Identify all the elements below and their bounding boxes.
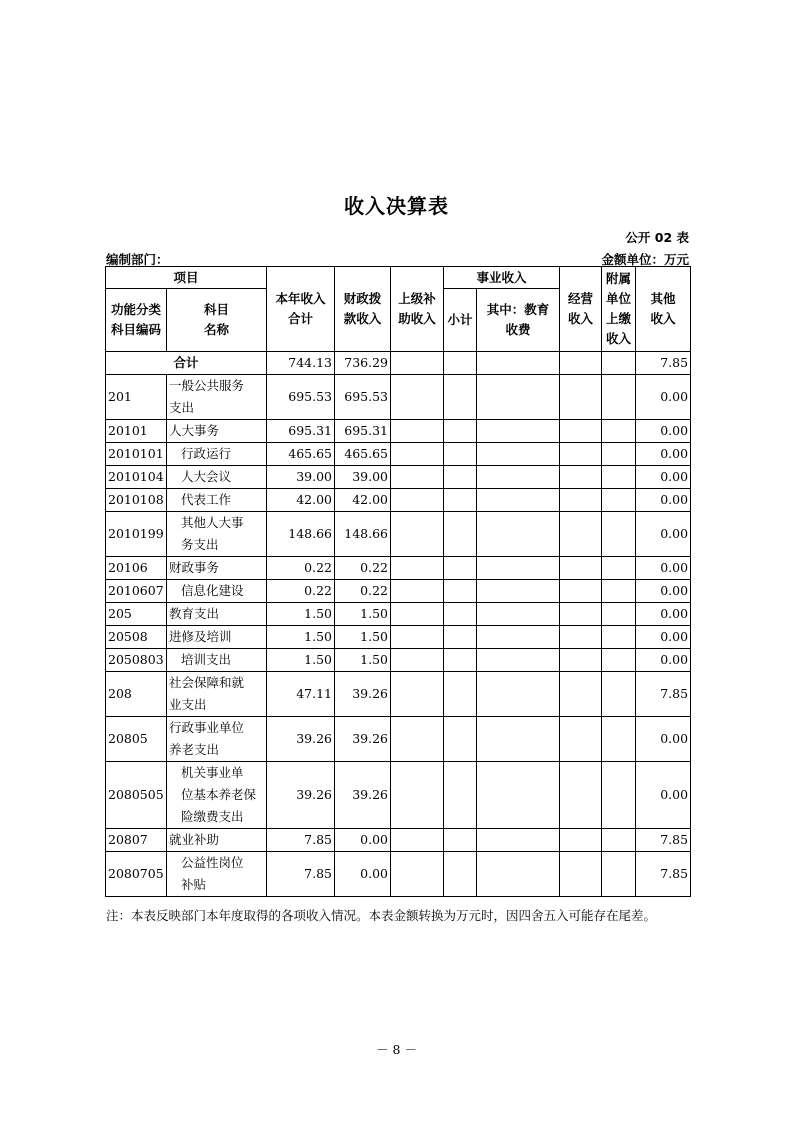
- row-empty-cell: [391, 829, 444, 852]
- row-fiscal: 0.22: [335, 580, 391, 603]
- row-fiscal: 0.22: [335, 557, 391, 580]
- row-code: 2010199: [106, 512, 167, 557]
- row-empty-cell: [444, 580, 477, 603]
- row-empty-cell: [477, 466, 560, 489]
- row-empty-cell: [391, 512, 444, 557]
- row-empty-cell: [602, 580, 636, 603]
- row-code: 2050803: [106, 649, 167, 672]
- page-title: 收入决算表: [344, 194, 449, 218]
- row-empty-cell: [560, 649, 602, 672]
- row-fiscal: 42.00: [335, 489, 391, 512]
- row-name: 人大事务: [167, 420, 267, 443]
- row-empty-cell: [391, 626, 444, 649]
- row-empty-cell: [477, 512, 560, 557]
- row-name: 行政运行: [167, 443, 267, 466]
- row-empty-cell: [391, 580, 444, 603]
- row-empty-cell: [391, 375, 444, 420]
- row-empty-cell: [560, 443, 602, 466]
- row-other: 0.00: [636, 375, 691, 420]
- row-total: 39.26: [267, 717, 335, 762]
- row-code: 2080705: [106, 852, 167, 897]
- row-name: 进修及培训: [167, 626, 267, 649]
- row-empty-cell: [560, 762, 602, 829]
- row-other: 7.85: [636, 672, 691, 717]
- row-empty-cell: [391, 852, 444, 897]
- row-other: 0.00: [636, 466, 691, 489]
- row-empty-cell: [391, 717, 444, 762]
- row-other: 0.00: [636, 557, 691, 580]
- row-empty-cell: [602, 443, 636, 466]
- row-other: 0.00: [636, 512, 691, 557]
- header-func-code: 功能分类 科目编码: [106, 289, 167, 352]
- row-empty-cell: [477, 420, 560, 443]
- row-other: 0.00: [636, 626, 691, 649]
- row-total: 7.85: [267, 852, 335, 897]
- row-empty-cell: [602, 762, 636, 829]
- row-empty-cell: [391, 420, 444, 443]
- header-item: 项目: [106, 267, 267, 289]
- row-empty-cell: [560, 375, 602, 420]
- row-code: 2080505: [106, 762, 167, 829]
- table-row: [106, 557, 691, 580]
- row-code: 20805: [106, 717, 167, 762]
- row-code: 20807: [106, 829, 167, 852]
- table-row: [106, 489, 691, 512]
- table-row: [106, 672, 691, 717]
- row-total: 695.53: [267, 375, 335, 420]
- row-empty-cell: [391, 762, 444, 829]
- row-fiscal: 695.53: [335, 375, 391, 420]
- table-row: [106, 580, 691, 603]
- row-fiscal: 39.26: [335, 672, 391, 717]
- header-edu-fee: 其中：教育 收费: [477, 289, 560, 352]
- row-other: 0.00: [636, 603, 691, 626]
- row-fiscal: 148.66: [335, 512, 391, 557]
- header-total: 本年收入 合计: [267, 267, 335, 352]
- header-affiliated: 附属 单位 上缴 收入: [602, 267, 636, 352]
- row-code: 201: [106, 375, 167, 420]
- table-row: [106, 626, 691, 649]
- total-row: [106, 352, 691, 375]
- row-empty-cell: [444, 829, 477, 852]
- row-total: 39.00: [267, 466, 335, 489]
- row-total: 1.50: [267, 649, 335, 672]
- row-total: 1.50: [267, 626, 335, 649]
- row-code: 205: [106, 603, 167, 626]
- row-empty-cell: [391, 672, 444, 717]
- table-row: [106, 852, 691, 897]
- row-code: 20106: [106, 557, 167, 580]
- row-empty-cell: [602, 420, 636, 443]
- row-total: 148.66: [267, 512, 335, 557]
- row-other: 0.00: [636, 649, 691, 672]
- row-empty-cell: [444, 649, 477, 672]
- row-fiscal: 1.50: [335, 649, 391, 672]
- row-empty-cell: [477, 489, 560, 512]
- page-number: － 8 －: [376, 1042, 417, 1057]
- row-empty-cell: [391, 466, 444, 489]
- row-empty-cell: [391, 603, 444, 626]
- row-fiscal: 39.00: [335, 466, 391, 489]
- row-empty-cell: [391, 489, 444, 512]
- row-empty-cell: [602, 466, 636, 489]
- row-fiscal: 0.00: [335, 852, 391, 897]
- row-code: 2010607: [106, 580, 167, 603]
- row-empty-cell: [560, 580, 602, 603]
- row-name: 培训支出: [167, 649, 267, 672]
- row-name: 行政事业单位 养老支出: [167, 717, 267, 762]
- row-empty-cell: [560, 672, 602, 717]
- header-fiscal: 财政拨 款收入: [335, 267, 391, 352]
- row-empty-cell: [560, 420, 602, 443]
- row-code: 2010104: [106, 466, 167, 489]
- row-empty-cell: [602, 717, 636, 762]
- total-label: 合计: [106, 352, 267, 375]
- row-total: 1.50: [267, 603, 335, 626]
- row-empty-cell: [391, 557, 444, 580]
- row-empty-cell: [560, 829, 602, 852]
- row-empty-cell: [602, 626, 636, 649]
- row-total: 42.00: [267, 489, 335, 512]
- row-empty-cell: [602, 489, 636, 512]
- table-row: [106, 512, 691, 557]
- row-total: 47.11: [267, 672, 335, 717]
- row-name: 机关事业单 位基本养老保 险缴费支出: [167, 762, 267, 829]
- table-row: [106, 420, 691, 443]
- row-empty-cell: [560, 466, 602, 489]
- row-name: 社会保障和就 业支出: [167, 672, 267, 717]
- row-empty-cell: [602, 375, 636, 420]
- row-empty-cell: [444, 420, 477, 443]
- row-total: 7.85: [267, 829, 335, 852]
- row-code: 208: [106, 672, 167, 717]
- row-empty-cell: [444, 603, 477, 626]
- table-row: [106, 762, 691, 829]
- row-name: 公益性岗位 补贴: [167, 852, 267, 897]
- row-empty-cell: [444, 762, 477, 829]
- row-empty-cell: [560, 489, 602, 512]
- row-other: 7.85: [636, 829, 691, 852]
- row-empty-cell: [477, 375, 560, 420]
- row-empty-cell: [444, 717, 477, 762]
- header-subject-name: 科目 名称: [167, 289, 267, 352]
- table-row: [106, 829, 691, 852]
- row-empty-cell: [560, 626, 602, 649]
- row-name: 财政事务: [167, 557, 267, 580]
- row-name: 其他人大事 务支出: [167, 512, 267, 557]
- row-empty-cell: [602, 512, 636, 557]
- table-row: [106, 375, 691, 420]
- header-upper-subsidy: 上级补 助收入: [391, 267, 444, 352]
- total-cell-total: 744.13: [267, 352, 335, 375]
- row-total: 465.65: [267, 443, 335, 466]
- total-cell-fiscal: 736.29: [335, 352, 391, 375]
- row-code: 2010108: [106, 489, 167, 512]
- row-empty-cell: [477, 580, 560, 603]
- row-empty-cell: [560, 557, 602, 580]
- row-empty-cell: [560, 603, 602, 626]
- row-empty-cell: [444, 443, 477, 466]
- row-empty-cell: [444, 557, 477, 580]
- row-name: 就业补助: [167, 829, 267, 852]
- row-fiscal: 39.26: [335, 717, 391, 762]
- row-code: 2010101: [106, 443, 167, 466]
- row-empty-cell: [444, 626, 477, 649]
- row-other: 7.85: [636, 852, 691, 897]
- table-note: 注：本表反映部门本年度取得的各项收入情况。本表金额转换为万元时，因四舍五入可能存在尾差。: [106, 908, 657, 923]
- row-empty-cell: [477, 762, 560, 829]
- row-total: 695.31: [267, 420, 335, 443]
- row-fiscal: 1.50: [335, 603, 391, 626]
- header-cause-income: 事业收入: [444, 267, 560, 289]
- total-cell-other: 7.85: [636, 352, 691, 375]
- row-fiscal: 39.26: [335, 762, 391, 829]
- form-number: 公开 02 表: [625, 230, 689, 245]
- row-empty-cell: [477, 443, 560, 466]
- row-other: 0.00: [636, 762, 691, 829]
- row-total: 39.26: [267, 762, 335, 829]
- table-row: [106, 466, 691, 489]
- row-empty-cell: [477, 852, 560, 897]
- table-row: [106, 649, 691, 672]
- income-statement-table: [105, 266, 691, 897]
- amount-unit-label: 金额单位：万元: [601, 252, 689, 267]
- row-name: 代表工作: [167, 489, 267, 512]
- row-empty-cell: [602, 649, 636, 672]
- table-row: [106, 603, 691, 626]
- header-subtotal: 小计: [444, 289, 477, 352]
- row-empty-cell: [477, 717, 560, 762]
- row-total: 0.22: [267, 580, 335, 603]
- row-empty-cell: [477, 672, 560, 717]
- row-other: 0.00: [636, 420, 691, 443]
- row-empty-cell: [444, 375, 477, 420]
- header-other: 其他 收入: [636, 267, 691, 352]
- row-total: 0.22: [267, 557, 335, 580]
- row-other: 0.00: [636, 443, 691, 466]
- row-fiscal: 465.65: [335, 443, 391, 466]
- row-empty-cell: [602, 829, 636, 852]
- row-empty-cell: [444, 466, 477, 489]
- row-empty-cell: [602, 557, 636, 580]
- header-operating: 经营 收入: [560, 267, 602, 352]
- row-empty-cell: [602, 852, 636, 897]
- row-other: 0.00: [636, 717, 691, 762]
- row-name: 信息化建设: [167, 580, 267, 603]
- row-empty-cell: [560, 717, 602, 762]
- department-label: 编制部门：: [106, 252, 169, 267]
- row-empty-cell: [444, 489, 477, 512]
- table-row: [106, 443, 691, 466]
- row-fiscal: 695.31: [335, 420, 391, 443]
- row-empty-cell: [602, 672, 636, 717]
- row-empty-cell: [602, 603, 636, 626]
- row-code: 20508: [106, 626, 167, 649]
- row-empty-cell: [444, 672, 477, 717]
- row-fiscal: 0.00: [335, 829, 391, 852]
- row-empty-cell: [477, 557, 560, 580]
- row-fiscal: 1.50: [335, 626, 391, 649]
- row-other: 0.00: [636, 580, 691, 603]
- table-row: [106, 717, 691, 762]
- row-empty-cell: [477, 626, 560, 649]
- row-empty-cell: [477, 829, 560, 852]
- row-empty-cell: [444, 852, 477, 897]
- row-other: 0.00: [636, 489, 691, 512]
- row-name: 人大会议: [167, 466, 267, 489]
- row-empty-cell: [391, 443, 444, 466]
- row-code: 20101: [106, 420, 167, 443]
- row-empty-cell: [477, 603, 560, 626]
- row-name: 一般公共服务 支出: [167, 375, 267, 420]
- row-name: 教育支出: [167, 603, 267, 626]
- row-empty-cell: [391, 649, 444, 672]
- row-empty-cell: [560, 512, 602, 557]
- row-empty-cell: [560, 852, 602, 897]
- row-empty-cell: [477, 649, 560, 672]
- row-empty-cell: [444, 512, 477, 557]
